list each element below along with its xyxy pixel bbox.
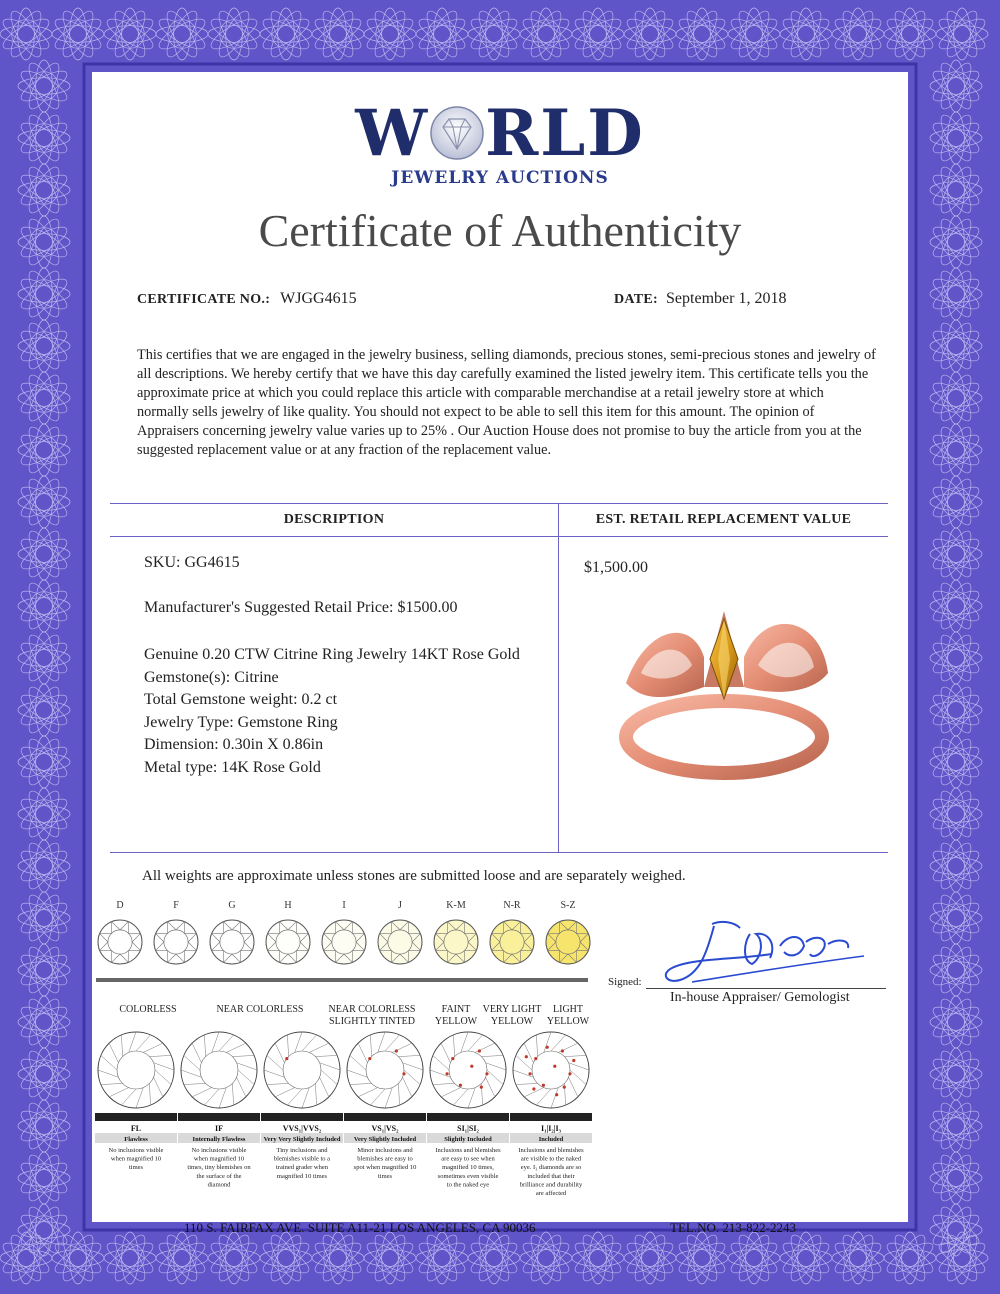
clarity-code: VVS₁|VVS₂ bbox=[282, 1124, 322, 1133]
clarity-bar bbox=[344, 1113, 426, 1121]
table-top-rule bbox=[110, 503, 888, 504]
clarity-code: SI₁|SI₂ bbox=[457, 1124, 479, 1133]
clarity-name: Internally Flawless bbox=[192, 1136, 246, 1143]
detail-line: Gemstone(s): Citrine bbox=[144, 668, 279, 686]
color-grade-label: YELLOW bbox=[434, 1016, 478, 1027]
description-header: DESCRIPTION bbox=[283, 512, 385, 527]
color-grade-letter: D bbox=[116, 900, 124, 911]
clarity-description: the surface of the bbox=[196, 1172, 242, 1180]
clarity-description: blemishes are easy to bbox=[357, 1155, 413, 1163]
clarity-description: magnified 10 times, bbox=[442, 1164, 494, 1172]
clarity-description: times bbox=[128, 1164, 144, 1172]
color-grade-label: NEAR COLORLESS bbox=[328, 1004, 416, 1015]
logo-wordmark: W RLD bbox=[355, 96, 645, 171]
clarity-description: eye. I₃ diamonds are so bbox=[520, 1164, 582, 1172]
logo-subtitle: JEWELRY AUCTIONS bbox=[391, 168, 609, 188]
clarity-description: blemishes visible to a bbox=[273, 1155, 331, 1163]
date-value: September 1, 2018 bbox=[666, 290, 787, 307]
clarity-description: are easy to see when bbox=[441, 1155, 495, 1163]
weights-note: All weights are approximate unless stones are submitted loose and are separately weighed. bbox=[142, 868, 686, 884]
color-grade-diamond bbox=[490, 920, 534, 964]
clarity-description: Minor inclusions and bbox=[357, 1147, 413, 1154]
clarity-bar bbox=[261, 1113, 343, 1121]
clarity-description: diamond bbox=[207, 1181, 231, 1189]
color-grade-letter: N-R bbox=[503, 900, 521, 911]
msrp: Manufacturer's Suggested Retail Price: $1500.00 bbox=[144, 599, 458, 616]
clarity-description: No inclusions visible bbox=[108, 1147, 164, 1154]
clarity-description: when magnified 10 bbox=[193, 1155, 245, 1163]
color-grade-label: VERY LIGHT bbox=[482, 1004, 542, 1015]
color-grade-diamond bbox=[98, 920, 142, 964]
color-grade-diamond bbox=[546, 920, 590, 964]
color-grade-label: LIGHT bbox=[553, 1004, 583, 1015]
clarity-description: included that their bbox=[527, 1172, 575, 1180]
clarity-code: I₁|I₂|I₃ bbox=[540, 1124, 562, 1133]
clarity-name: Included bbox=[538, 1136, 564, 1143]
color-grade-label: NEAR COLORLESS bbox=[216, 1004, 304, 1015]
footer-address: 110 S. FAIRFAX AVE. SUITE A11-21 LOS ANGELES, CA 90036 bbox=[184, 1220, 536, 1235]
clarity-grade-diamond bbox=[181, 1032, 257, 1108]
clarity-name: Slightly Included bbox=[444, 1136, 492, 1143]
color-grade-letter: G bbox=[228, 900, 236, 911]
color-grade-diamond bbox=[210, 920, 254, 964]
table-header-rule bbox=[110, 536, 888, 537]
diamond-icon bbox=[429, 105, 485, 161]
certificate-number bbox=[137, 290, 357, 308]
signed-label: Signed: bbox=[608, 976, 642, 988]
color-grade-label: YELLOW bbox=[546, 1016, 590, 1027]
color-grade-letter: K-M bbox=[446, 900, 466, 911]
value-header: EST. RETAIL REPLACEMENT VALUE bbox=[595, 512, 852, 527]
clarity-description: magnified 10 times bbox=[276, 1172, 328, 1180]
footer-phone: TEL.NO. 213-822-2243 bbox=[670, 1220, 797, 1235]
clarity-bar bbox=[510, 1113, 592, 1121]
item-details bbox=[144, 644, 520, 779]
replacement-value: $1,500.00 bbox=[584, 559, 648, 576]
ring-image bbox=[596, 587, 840, 787]
table-column-divider bbox=[558, 503, 559, 852]
clarity-description: when magnified 10 bbox=[110, 1155, 162, 1163]
certificate-sheet bbox=[92, 72, 908, 1235]
clarity-code: FL bbox=[130, 1124, 142, 1133]
color-grade-diamond bbox=[322, 920, 366, 964]
clarity-description: Tiny inclusions and bbox=[276, 1147, 328, 1154]
clarity-description: Inclusions and blemishes bbox=[518, 1147, 584, 1154]
clarity-grade-diamond bbox=[347, 1032, 423, 1108]
certificate-number-value: WJGG4615 bbox=[280, 290, 357, 307]
detail-line: Jewelry Type: Gemstone Ring bbox=[144, 713, 338, 731]
clarity-bar bbox=[427, 1113, 509, 1121]
clarity-description: are affected bbox=[535, 1190, 567, 1197]
clarity-grade-diamond bbox=[513, 1032, 589, 1108]
clarity-description: sometimes even visible bbox=[437, 1172, 499, 1180]
certificate-date bbox=[614, 290, 786, 308]
clarity-grade-diamond bbox=[430, 1032, 506, 1108]
clarity-bar bbox=[178, 1113, 260, 1121]
clarity-bar bbox=[95, 1113, 177, 1121]
color-grade-letter: I bbox=[342, 900, 346, 911]
detail-line: Metal type: 14K Rose Gold bbox=[144, 758, 321, 776]
color-grade-label: FAINT bbox=[441, 1004, 471, 1015]
sku: SKU: GG4615 bbox=[144, 554, 240, 571]
date-label: DATE: bbox=[614, 292, 659, 307]
clarity-description: spot when magnified 10 bbox=[353, 1164, 417, 1172]
clarity-description: trained grader when bbox=[276, 1164, 328, 1172]
detail-line: Genuine 0.20 CTW Citrine Ring Jewelry 14KT Rose Gold bbox=[144, 646, 520, 663]
clarity-code: VS₁|VS₂ bbox=[371, 1124, 399, 1133]
clarity-description: Inclusions and blemishes bbox=[435, 1147, 501, 1154]
appraiser-signature bbox=[652, 912, 872, 992]
clarity-description: No inclusions visible bbox=[191, 1147, 247, 1154]
signature-line bbox=[646, 988, 886, 989]
clarity-grade-diamond bbox=[98, 1032, 174, 1108]
color-grade-label: YELLOW bbox=[490, 1016, 534, 1027]
certification-statement: This certifies that we are engaged in the jewelry business, selling diamonds, precious stones, semi-precious stones and jewelry of all descriptions. We hereby certify that we have this day carefully examined the listed jewelry item. This certificate tells you the approximate price at which you could replace this article with comparable merchandise at a retail jewelry store at which normally sells jewelry of like quality. You should not expect to be able to sell this item for this amount. The opinion of Appraisers concerning jewelry value varies up to 25% . Our Auction House does not promise to buy the article from you at the suggested replacement value or at any fraction of the replacement value. bbox=[137, 347, 876, 458]
table-bottom-rule bbox=[110, 852, 888, 853]
clarity-description: to the naked eye bbox=[446, 1181, 490, 1189]
clarity-description: brilliance and durability bbox=[519, 1181, 583, 1189]
diamond-grading-chart bbox=[92, 898, 592, 1212]
clarity-description: are visible to the naked bbox=[520, 1155, 582, 1163]
detail-line: Dimension: 0.30in X 0.86in bbox=[144, 736, 324, 753]
color-grade-letter: S-Z bbox=[560, 900, 576, 911]
clarity-code: IF bbox=[215, 1124, 223, 1133]
detail-line: Total Gemstone weight: 0.2 ct bbox=[144, 691, 338, 708]
certificate-title: Certificate of Authenticity bbox=[258, 205, 742, 256]
clarity-name: Flawless bbox=[124, 1136, 148, 1143]
color-grade-diamond bbox=[434, 920, 478, 964]
color-grade-diamond bbox=[266, 920, 310, 964]
color-grade-letter: H bbox=[284, 900, 292, 911]
color-scale-bar bbox=[96, 978, 588, 982]
clarity-name: Very Slightly Included bbox=[353, 1136, 417, 1143]
appraiser-title: In-house Appraiser/ Gemologist bbox=[670, 990, 850, 1005]
color-grade-letter: F bbox=[173, 900, 179, 911]
color-grade-diamond bbox=[378, 920, 422, 964]
clarity-name: Very Very Slightly Included bbox=[263, 1136, 341, 1143]
certificate-number-label: CERTIFICATE NO.: bbox=[137, 292, 271, 307]
company-logo bbox=[92, 96, 908, 188]
color-grade-letter: J bbox=[398, 900, 402, 911]
color-grade-diamond bbox=[154, 920, 198, 964]
clarity-description: times bbox=[377, 1172, 393, 1180]
color-grade-label: COLORLESS bbox=[119, 1004, 177, 1015]
clarity-grade-diamond bbox=[264, 1032, 340, 1108]
clarity-description: times, tiny blemishes on bbox=[187, 1164, 251, 1172]
color-grade-label: SLIGHTLY TINTED bbox=[329, 1016, 415, 1027]
